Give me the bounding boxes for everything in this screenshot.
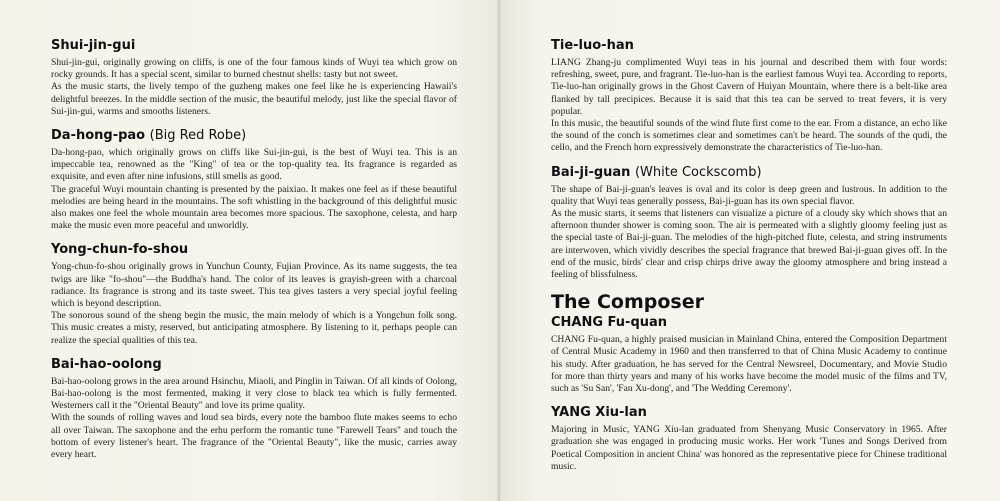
section-tie-luo-han: [551, 38, 947, 155]
section-da-hong-pao: [51, 128, 457, 232]
section-shui-jin-gui: [51, 38, 457, 118]
composer-bio: CHANG Fu-quan, a highly praised musician in Mainland China, entered the Composition Department of Central Music Academy in 1960 and then transferred to that of China Music Academy to continue his study. After graduation, he has served for the Central Newsreel, Documentary, and Movie Studio for more than thirty years and many of his works have become the model music of the films and TV, such as 'Su San', 'Fan Xu-dong', and 'The Wedding Ceremony'.: [551, 334, 947, 395]
section-yong-chun-fo-shou: [51, 242, 457, 346]
section-heading: [51, 128, 457, 144]
section-paragraph: As the music starts, it seems that listeners can visualize a picture of a cloudy sky which shows that an afternoon thunder shower is coming soon. The air is permeated with a slightly gloomy feeling just as the special taste of Bai-ji-guan. The melodies of the high-pitched flute, celesta, and string instruments are interwoven, which vividly describes the special fragrance that brewed Bai-ji-guan gives off. In the end of the music, birds' clear and crisp chirps drive away the gloomy atmosphere and bring instead a feeling of blissfulness.: [551, 208, 947, 281]
composer-bio: Majoring in Music, YANG Xiu-lan graduated from Shenyang Music Conservatory in 1965. After graduation she was engaged in producing music works. Her work 'Tunes and Songs Derived from Poetical Composition in ancient China' was honored as the representative piece for Chinese traditional music.: [551, 424, 947, 472]
section-paragraph: LIANG Zhang-ju complimented Wuyi teas in his journal and described them with four words: refreshing, sweet, pure, and fragrant. Tie-luo-han is the earliest famous Wuyi tea. According to reports, Tie-luo-han originally grows in the Ghost Cavern of Huiyan Mountain, where there is a belt-like area flanked by tall precipices. Because it is said that this tea can be served to treat fevers, it is very popular.: [551, 57, 947, 117]
section-heading: [51, 242, 457, 258]
section-title: Bai-hao-oolong: [51, 356, 162, 372]
section-title: Bai-ji-guan: [551, 164, 631, 180]
right-page: [500, 0, 1000, 501]
section-heading: [551, 165, 947, 181]
section-bai-hao-oolong: [51, 357, 457, 461]
section-title: Tie-luo-han: [551, 38, 634, 53]
composer-section-title: The Composer: [551, 291, 705, 314]
section-paragraph: In this music, the beautiful sounds of the wind flute first come to the ear. From a distance, an echo like the sound of the conch is sometimes clear and sometimes can't be heard. The sounds of the qudi, the cello, and the French horn expressively demonstrate the characteristics of Tie-luo-han.: [551, 118, 947, 154]
section-title: Shui-jin-gui: [51, 38, 136, 53]
section-paragraph: With the sounds of rolling waves and loud sea birds, every note the bamboo flute makes seems to echo all over Taiwan. The saxophone and the erhu perform the romantic tune "Farewell Tears" and touch the bottom of every listener's heart. The fragrance of the "Oriental Beauty", like the music, carries away every heart.: [51, 412, 457, 461]
section-paragraph: The shape of Bai-ji-guan's leaves is oval and its color is deep green and lustrous. In addition to the quality that Wuyi teas generally possess, Bai-ji-guan has its own special flavor.: [551, 183, 947, 207]
right-column: [551, 38, 947, 483]
section-heading: [51, 357, 457, 373]
section-paragraph: The graceful Wuyi mountain chanting is presented by the paixiao. It makes one feel as if these beautiful melodies are being heard in the mountains. The soft whistling in the background of this delightful music also makes one feel the whole mountain area becomes more spacious. The saxophone, celesta, and harp make the music even more peaceful and unworldly.: [51, 183, 457, 232]
left-column: [51, 38, 457, 471]
section-heading: [51, 38, 457, 54]
composer-chang-fu-quan: [551, 315, 947, 395]
section-heading: [551, 38, 947, 54]
section-title: Yong-chun-fo-shou: [51, 242, 189, 258]
section-paragraph: Bai-hao-oolong grows in the area around Hsinchu, Miaoli, and Pinglin in Taiwan. Of all kinds of Oolong, Bai-hao-oolong is the most fermented, making it very close to black tea which is fully fermented. Westerners call it the "Oriental Beauty" and love its prime quality.: [51, 375, 457, 412]
section-title: Da-hong-pao: [51, 128, 146, 144]
section-paragraph: The sonorous sound of the sheng begin the music, the main melody of which is a Yongchun folk song. This music creates a misty, reserved, but anticipating atmosphere. By listening to it, perhaps people can realize the special qualities of this tea.: [51, 310, 457, 346]
section-paragraph: Shui-jin-gui, originally growing on cliffs, is one of the four famous kinds of Wuyi tea which grow on rocky grounds. It has a special scent, similar to burned chestnut shells: tasty but not sweet.: [51, 57, 457, 81]
section-paragraph: Yong-chun-fo-shou originally grows in Yunchun County, Fujian Province. As its name suggests, the tea twigs are like "fo-shou"—the Buddha's hand. The color of its leaves is grayish-green with a charcoal radiance. Its fragrance is strong and its taste sweet. This tea gives tasters a very special joyful feeling which is beyond description.: [51, 261, 457, 310]
section-subtitle: (Big Red Robe): [149, 128, 247, 144]
composer-name: YANG Xiu-lan: [551, 405, 647, 421]
section-paragraph: As the music starts, the lively tempo of the guzheng makes one feel like he is experiencing Hawaii's delightful breezes. In the middle section of the music, the beautiful melody, just like the special flavor of Sui-jin-gui, warms and smooths listeners.: [51, 81, 457, 117]
section-subtitle: (White Cockscomb): [634, 164, 762, 180]
composer-name: CHANG Fu-quan: [551, 315, 668, 331]
composer-yang-xiu-lan: [551, 405, 947, 473]
section-paragraph: Da-hong-pao, which originally grows on cliffs like Sui-jin-gui, is the best of Wuyi tea. This is an impeccable tea, renowned as the "King" of tea or the top-quality tea. Its fragrance is regarded as exquisite, and even after nine infusions, still smells as good.: [51, 147, 457, 183]
section-bai-ji-guan: [551, 165, 947, 282]
